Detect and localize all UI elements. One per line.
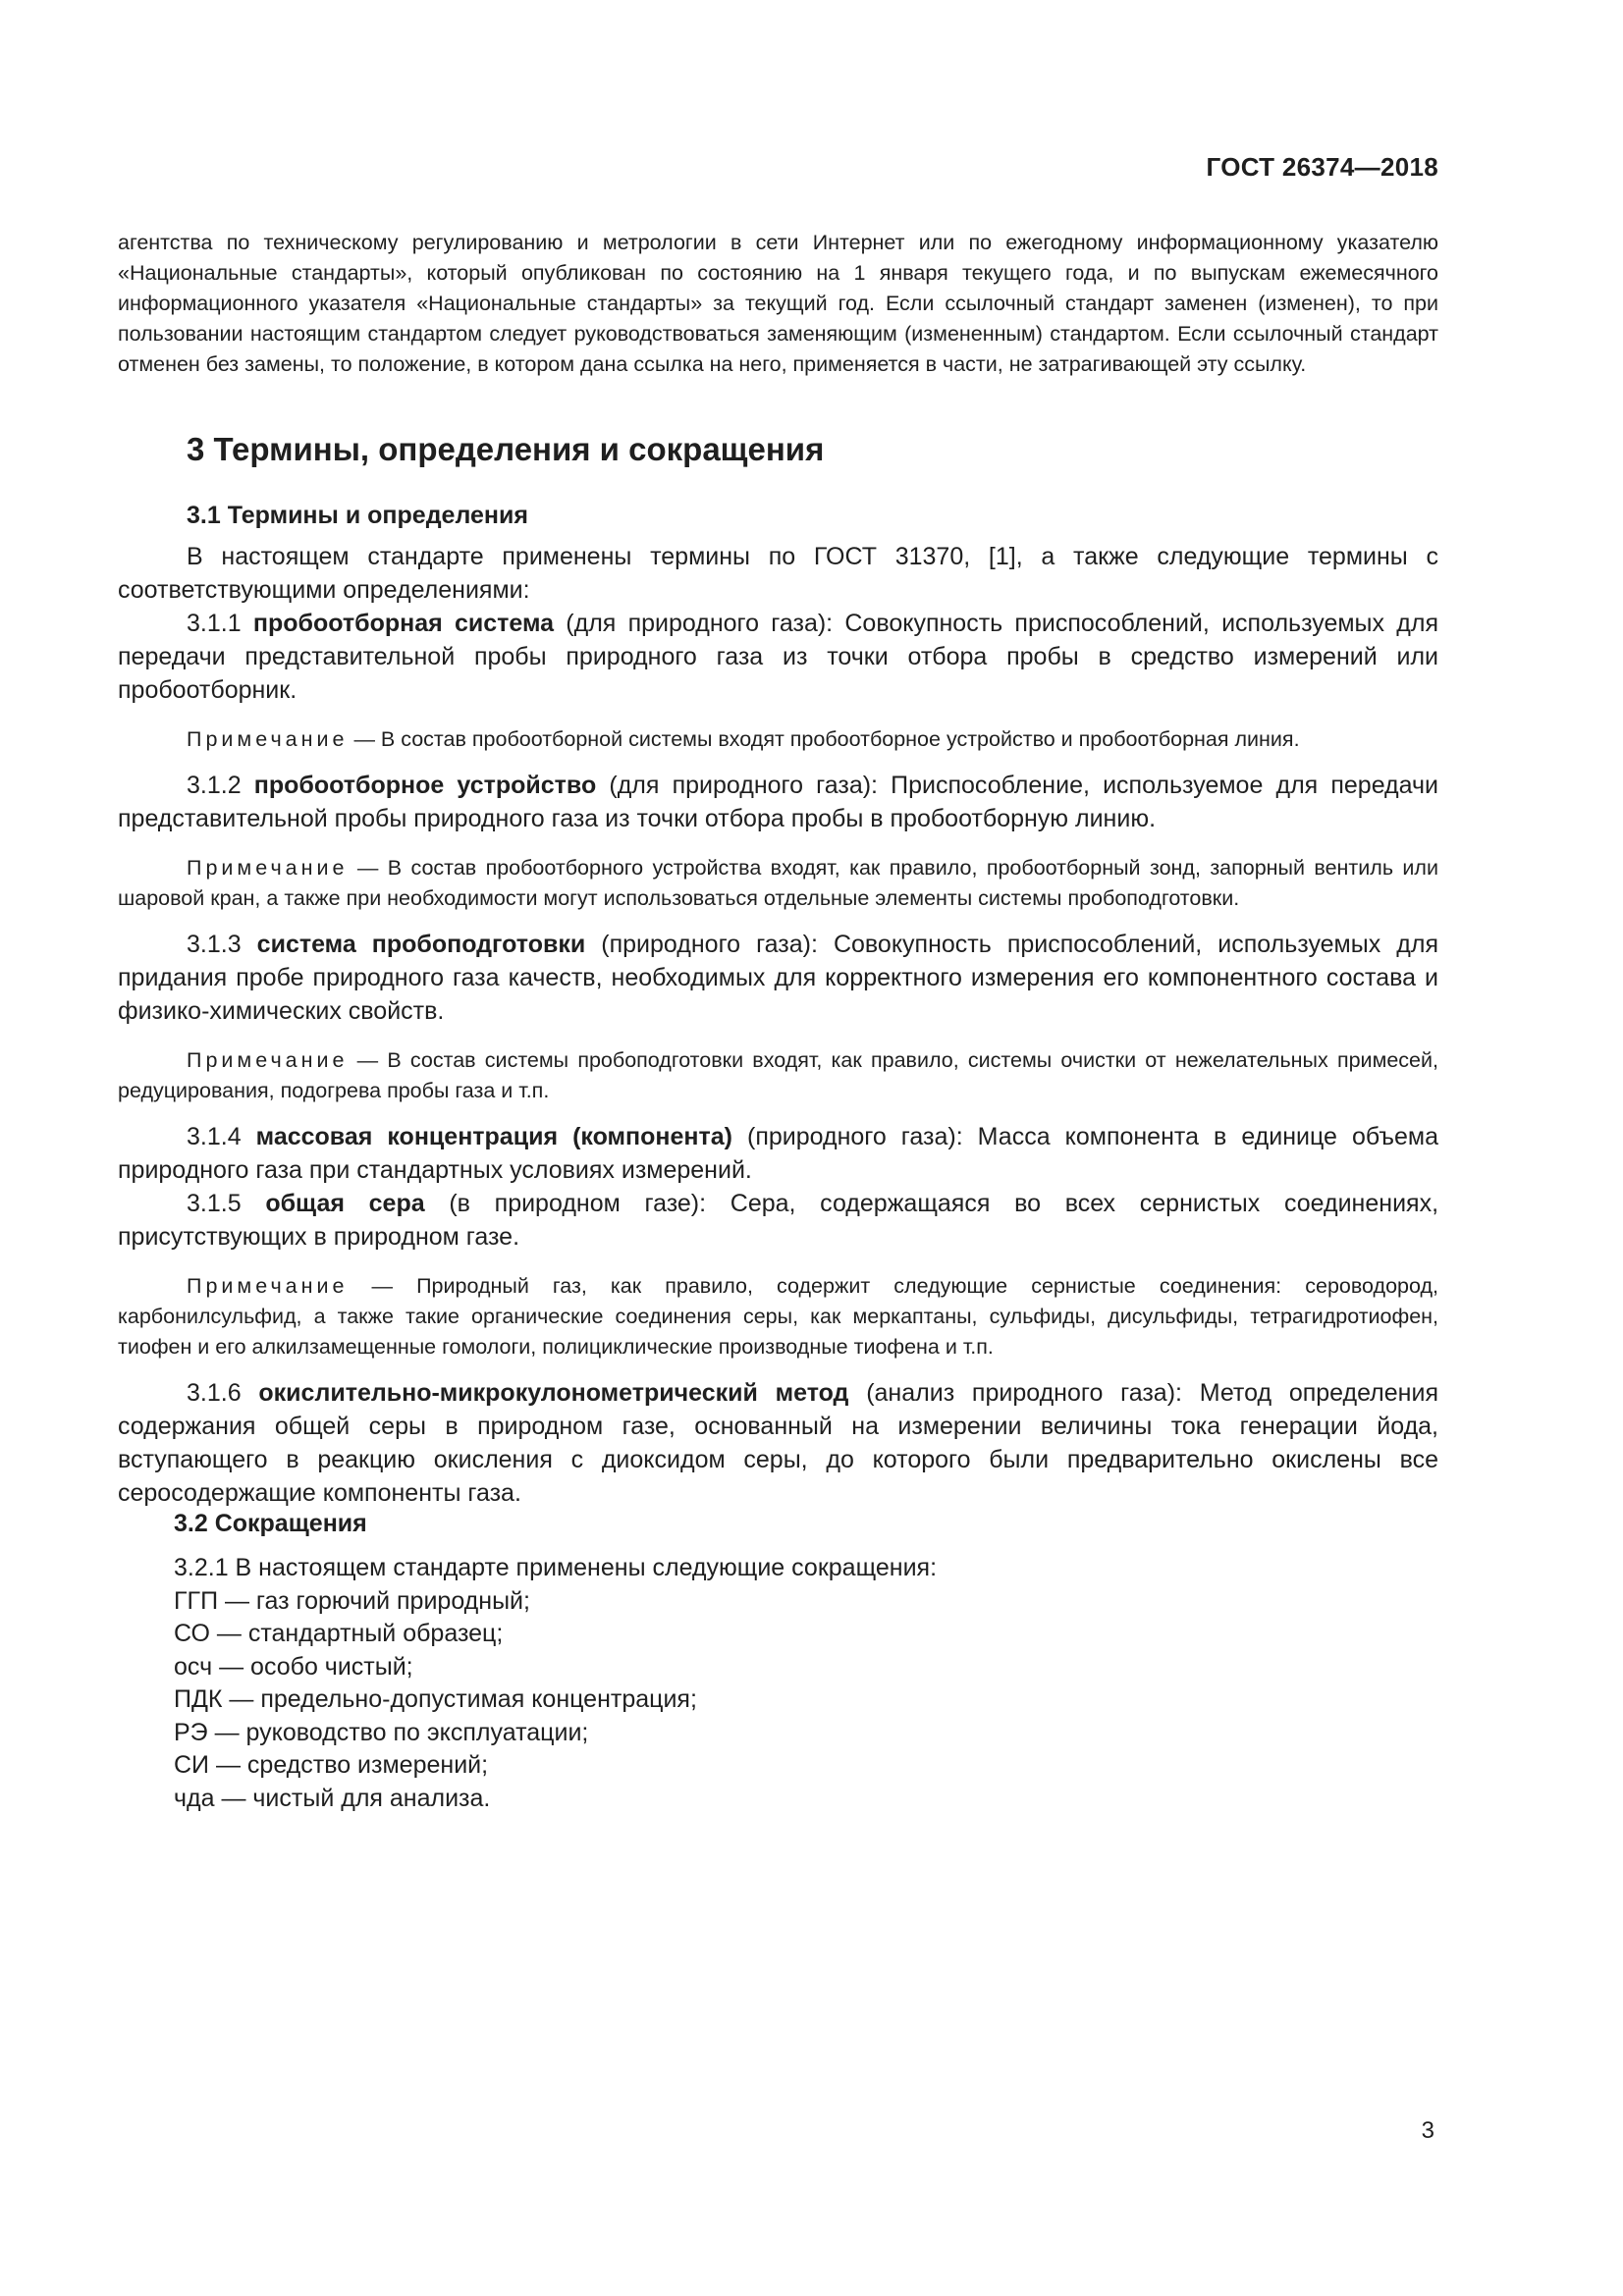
term-3-1-1 — [118, 607, 1438, 707]
abbreviation-item: ПДК — предельно-допустимая концентрация; — [174, 1685, 697, 1713]
term-name: окислительно-микрокулонометрический метод — [258, 1379, 849, 1407]
note-3-1-1 — [118, 724, 1438, 755]
note-text: — В состав пробоотборного устройства входят, как правило, пробоотборный зонд, запорный вентиль или шаровой кран, а также при необходимости могут использоваться отдельные элементы системы пробоподготовки. — [118, 856, 1438, 910]
note-label: Примечание — [187, 856, 349, 880]
page-content — [118, 228, 1438, 1815]
note-3-1-5 — [118, 1271, 1438, 1362]
term-3-1-5 — [118, 1187, 1438, 1254]
term-definition: (природного газа): Масса компонента в единице объема природного газа при стандартных условиях измерений. — [118, 1123, 1438, 1184]
abbreviation-item: СИ — средство измерений; — [174, 1751, 489, 1779]
term-number: 3.1.6 — [187, 1379, 242, 1407]
abbreviation-item: СО — стандартный образец; — [174, 1620, 504, 1647]
note-text: — Природный газ, как правило, содержит следующие сернистые соединения: сероводород, карбонилсульфид, а также такие органические соединения серы, как меркаптаны, сульфиды, дисульфиды, тетрагидротиофен, тиофен и его алкилзамещенные гомологи, полициклические производные тиофена и т.п. — [118, 1274, 1438, 1359]
term-definition: (анализ природного газа): Метод определения содержания общей серы в природном газе, основанный на измерении величины тока генерации йода, вступающего в реакцию окисления с диоксидом серы, до которого были предварительно окислены все серосодержащие компоненты газа. — [118, 1379, 1438, 1507]
term-3-1-6 — [118, 1376, 1438, 1510]
term-3-1-2 — [118, 769, 1438, 835]
term-name: общая сера — [265, 1190, 425, 1217]
term-number: 3.1.4 — [187, 1123, 242, 1150]
page-number: 3 — [1421, 2117, 1434, 2144]
note-text: — В состав пробоотборной системы входят пробоотборное устройство и пробоотборная линия. — [353, 727, 1300, 751]
section-3-title: 3 Термины, определения и сокращения — [187, 431, 825, 467]
term-name: система пробоподготовки — [256, 931, 586, 958]
term-number: 3.1.3 — [187, 931, 242, 958]
term-3-1-4 — [118, 1120, 1438, 1187]
abbreviation-item: РЭ — руководство по эксплуатации; — [174, 1718, 589, 1746]
section-3-1-title: 3.1 Термины и определения — [187, 502, 528, 529]
abbreviation-item: ГГП — газ горючий природный; — [174, 1586, 530, 1615]
term-name: пробоотборная система — [252, 610, 555, 637]
note-text: — В состав системы пробоподготовки входят, как правило, системы очистки от нежелательных примесей, редуцирования, подогрева пробы газа и т.п. — [118, 1048, 1439, 1102]
note-label: Примечание — [187, 1274, 349, 1298]
section-3-1-intro: В настоящем стандарте применены термины по ГОСТ 31370, [1], а также следующие термины с соответствующими определениями: — [118, 543, 1438, 604]
term-number: 3.1.5 — [187, 1190, 242, 1217]
document-id-header: ГОСТ 26374—2018 — [1206, 152, 1438, 182]
term-number: 3.1.2 — [187, 772, 242, 799]
note-3-1-2 — [118, 853, 1438, 914]
term-definition: (для природного газа): Приспособление, используемое для передачи представительной пробы природного газа из точки отбора пробы в пробоотборную линию. — [118, 772, 1438, 832]
term-name: пробоотборное устройство — [253, 772, 597, 799]
term-name: массовая концентрация (компонента) — [255, 1123, 732, 1150]
term-definition: (в природном газе): Сера, содержащаяся во всех сернистых соединениях, присутствующих в природном газе. — [118, 1190, 1439, 1251]
abbreviation-list — [118, 1585, 1438, 1816]
section-3-2-title: 3.2 Сокращения — [174, 1510, 367, 1537]
note-3-1-3 — [118, 1045, 1438, 1106]
note-label: Примечание — [187, 727, 349, 751]
section-3-2-intro: 3.2.1 В настоящем стандарте применены следующие сокращения: — [174, 1554, 938, 1581]
term-3-1-3 — [118, 928, 1438, 1028]
term-definition: (для природного газа): Совокупность приспособлений, используемых для передачи представительной пробы природного газа из точки отбора пробы в средство измерений или пробоотборник. — [118, 610, 1438, 704]
term-number: 3.1.1 — [187, 610, 242, 637]
abbreviation-item: осч — особо чистый; — [174, 1652, 413, 1681]
term-definition: (природного газа): Совокупность приспособлений, используемых для придания пробе природного газа качеств, необходимых для корректного измерения его компонентного состава и физико-химических свойств. — [118, 931, 1438, 1025]
intro-paragraph: агентства по техническому регулированию и метрологии в сети Интернет или по ежегодному информационному указателю «Национальные стандарты», который опубликован по состоянию на 1 января текущего года, и по выпускам ежемесячного информационного указателя «Национальные стандарты» за текущий год. Если ссылочный стандарт заменен (изменен), то при пользовании настоящим стандартом следует руководствоваться заменяющим (измененным) стандартом. Если ссылочный стандарт отменен без замены, то положение, в котором дана ссылка на него, применяется в части, не затрагивающей эту ссылку. — [118, 231, 1438, 376]
abbreviation-item: чда — чистый для анализа. — [174, 1784, 491, 1812]
note-label: Примечание — [187, 1048, 349, 1072]
